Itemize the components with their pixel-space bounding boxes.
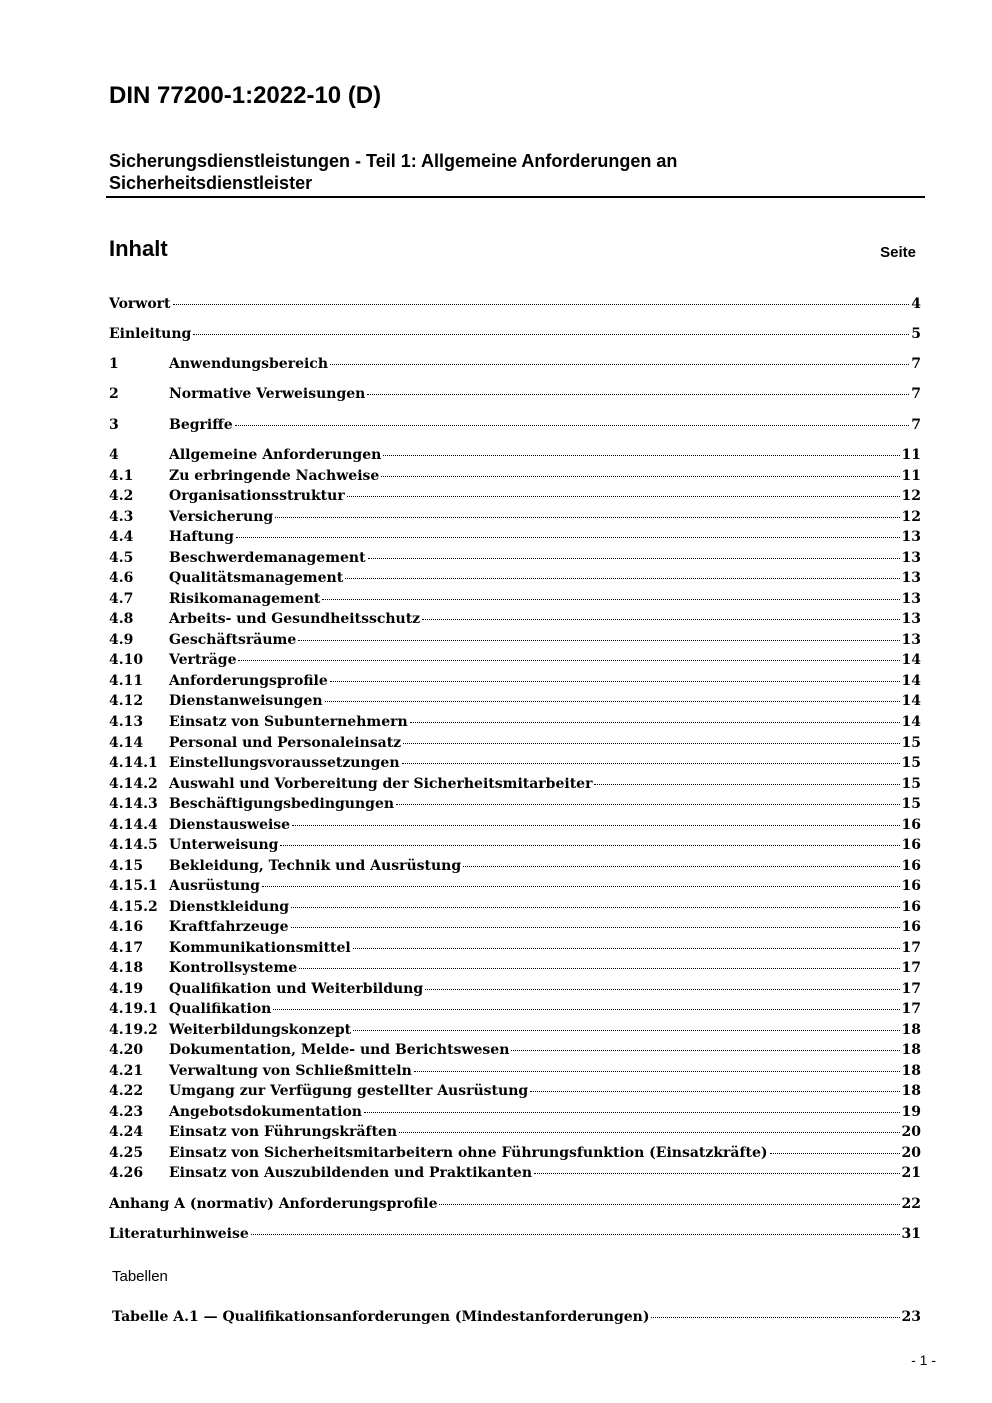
dot-leader [353, 1030, 899, 1031]
toc-entry[interactable] [109, 527, 921, 547]
toc-entry-title: Risikomanagement [169, 591, 321, 607]
toc-entry[interactable] [109, 445, 921, 465]
toc-entry-title: Ausrüstung [169, 878, 260, 894]
toc-entry[interactable] [109, 815, 921, 835]
toc-entry[interactable] [109, 876, 921, 896]
dot-leader [422, 619, 899, 620]
toc-entry-number: 4.16 [109, 919, 144, 935]
toc-entry-page: 17 [901, 960, 921, 976]
toc-entry[interactable] [109, 1061, 921, 1081]
toc-entry-title: Dienstanweisungen [169, 693, 323, 709]
document-subtitle: Sicherungsdienstleistungen - Teil 1: Allgemeine Anforderungen an Sicherheitsdienstleister [109, 151, 678, 193]
toc-entry-title: Begriffe [169, 417, 233, 433]
toc-entry[interactable] [109, 507, 921, 527]
toc-entry-page: 15 [901, 755, 921, 771]
toc-entry[interactable] [109, 589, 921, 609]
toc-entry-title: Geschäftsräume [169, 632, 297, 648]
dot-leader [173, 304, 910, 305]
dot-leader [251, 1234, 900, 1235]
toc-entry[interactable] [109, 1102, 921, 1122]
toc-entry-number: 4.12 [109, 693, 144, 709]
toc-entry-page: 14 [901, 652, 921, 668]
toc-entry-number: 3 [109, 417, 119, 433]
toc-entry[interactable] [109, 1020, 921, 1040]
toc-entry-title: Einsatz von Subunternehmern [169, 714, 408, 730]
toc-entry[interactable] [109, 466, 921, 486]
dot-leader [425, 989, 899, 990]
toc-entry[interactable] [109, 1163, 921, 1183]
toc-entry-page: 15 [901, 776, 921, 792]
toc-entry[interactable] [109, 774, 921, 794]
toc-entry-page: 14 [901, 673, 921, 689]
dot-leader [367, 394, 909, 395]
dot-leader [381, 476, 899, 477]
toc-entry-title: Arbeits- und Gesundheitsschutz [169, 611, 421, 627]
toc-entry[interactable] [109, 568, 921, 588]
toc-entry-page: 13 [901, 570, 921, 586]
toc-entry[interactable] [109, 671, 921, 691]
toc-entry[interactable] [109, 958, 921, 978]
toc-entry[interactable] [109, 354, 921, 374]
toc-entry-title: Beschäftigungsbedingungen [169, 796, 395, 812]
toc-entry[interactable] [109, 1122, 921, 1142]
toc-entry-page: 18 [901, 1022, 921, 1038]
toc-entry-number: 4.7 [109, 591, 134, 607]
dot-leader [236, 537, 900, 538]
toc-entry-page: 17 [901, 981, 921, 997]
toc-entry-number: 4.2 [109, 488, 134, 504]
toc-entry-page: 11 [901, 447, 921, 463]
dot-leader [347, 496, 900, 497]
dot-leader [511, 1050, 899, 1051]
toc-entry[interactable] [109, 1143, 921, 1163]
toc-entry-page: 18 [901, 1063, 921, 1079]
toc-entry-title: Einstellungsvoraussetzungen [169, 755, 400, 771]
toc-entry-number: 4.19.2 [109, 1022, 158, 1038]
toc-entry-number: 4.1 [109, 468, 134, 484]
toc-entry-number: 1 [109, 356, 119, 372]
toc-entry-title: Weiterbildungskonzept [169, 1022, 352, 1038]
toc-entry-title: Personal und Personaleinsatz [169, 735, 402, 751]
document-title: DIN 77200-1:2022-10 (D) [109, 82, 382, 109]
toc-entry-title: Angebotsdokumentation [169, 1104, 362, 1120]
dot-leader [403, 743, 899, 744]
toc-entry-number: 4.13 [109, 714, 144, 730]
toc-entry-page: 16 [901, 817, 921, 833]
dot-leader [353, 948, 900, 949]
dot-leader [364, 1112, 900, 1113]
toc-entry-number: 4.21 [109, 1063, 144, 1079]
toc-entry-title: Tabelle A.1 — Qualifikationsanforderungen (Mindestanforderungen) [112, 1309, 650, 1325]
dot-leader [530, 1091, 899, 1092]
toc-entry[interactable] [109, 415, 921, 435]
dot-leader [414, 1071, 900, 1072]
dot-leader [463, 866, 899, 867]
toc-entry[interactable] [109, 548, 921, 568]
dot-leader [325, 701, 900, 702]
toc-entry-page: 16 [901, 899, 921, 915]
toc-entry-page: 23 [901, 1309, 921, 1325]
toc-entry-title: Anwendungsbereich [169, 356, 328, 372]
toc-entry-page: 16 [901, 858, 921, 874]
toc-entry-number: 4.5 [109, 550, 134, 566]
dot-leader [273, 1009, 899, 1010]
toc-entry-page: 13 [901, 591, 921, 607]
toc-entry-number: 4.8 [109, 611, 134, 627]
toc-entry-page: 20 [901, 1124, 921, 1140]
toc-entry-title: Qualitätsmanagement [169, 570, 344, 586]
toc-entry-number: 4.14 [109, 735, 144, 751]
dot-leader [439, 1204, 899, 1205]
toc-entry-title: Einsatz von Auszubildenden und Praktikanten [169, 1165, 533, 1181]
toc-entry-page: 12 [901, 509, 921, 525]
toc-entry[interactable] [109, 630, 921, 650]
tables-heading: Tabellen [112, 1268, 168, 1285]
dot-leader [534, 1173, 899, 1174]
dot-leader [292, 825, 899, 826]
toc-entry-page: 13 [901, 632, 921, 648]
toc-entry[interactable] [109, 938, 921, 958]
title-divider [106, 196, 925, 198]
toc-entry-page: 31 [901, 1226, 921, 1242]
toc-entry-number: 4.18 [109, 960, 144, 976]
toc-entry[interactable] [109, 733, 921, 753]
dot-leader [594, 784, 899, 785]
toc-entry[interactable] [109, 1194, 921, 1214]
toc-entry-title: Normative Verweisungen [169, 386, 366, 402]
dot-leader [410, 722, 900, 723]
toc-entry[interactable] [109, 609, 921, 629]
toc-entry[interactable] [112, 1307, 921, 1327]
toc-entry-number: 4.11 [109, 673, 144, 689]
toc-entry-page: 14 [901, 714, 921, 730]
toc-entry-page: 17 [901, 940, 921, 956]
toc-entry-page: 22 [901, 1196, 921, 1212]
dot-leader [235, 425, 910, 426]
dot-leader [238, 660, 899, 661]
toc-entry-page: 11 [901, 468, 921, 484]
toc-entry-number: 4.14.1 [109, 755, 158, 771]
dot-leader [280, 845, 899, 846]
toc-entry-page: 13 [901, 529, 921, 545]
dot-leader [298, 640, 899, 641]
dot-leader [291, 907, 899, 908]
toc-entry[interactable] [109, 1224, 921, 1244]
toc-entry-number: 4.4 [109, 529, 134, 545]
toc-entry-title: Dienstkleidung [169, 899, 290, 915]
toc-entry-title: Qualifikation und Weiterbildung [169, 981, 424, 997]
toc-entry-title: Verwaltung von Schließmitteln [169, 1063, 412, 1079]
dot-leader [330, 681, 900, 682]
toc-entry-number: 4.19 [109, 981, 144, 997]
page-number: - 1 - [911, 1352, 936, 1368]
toc-entry[interactable] [109, 979, 921, 999]
toc-entry-page: 19 [901, 1104, 921, 1120]
toc-entry[interactable] [109, 753, 921, 773]
toc-entry[interactable] [109, 712, 921, 732]
toc-entry-title: Kraftfahrzeuge [169, 919, 289, 935]
toc-entry-page: 4 [911, 296, 921, 312]
toc-entry-title: Verträge [169, 652, 237, 668]
toc-entry[interactable] [109, 794, 921, 814]
dot-leader [770, 1153, 900, 1154]
toc-entry-page: 5 [911, 326, 921, 342]
toc-entry[interactable] [109, 917, 921, 937]
toc-entry-number: 4.6 [109, 570, 134, 586]
toc-entry-number: 4.14.3 [109, 796, 158, 812]
toc-entry-number: 4.3 [109, 509, 134, 525]
toc-entry-page: 20 [901, 1145, 921, 1161]
toc-entry-number: 4.15.2 [109, 899, 158, 915]
toc-entry[interactable] [109, 856, 921, 876]
toc-entry-page: 14 [901, 693, 921, 709]
toc-entry[interactable] [109, 650, 921, 670]
toc-entry[interactable] [109, 1040, 921, 1060]
toc-entry-page: 16 [901, 878, 921, 894]
toc-entry-title: Organisationsstruktur [169, 488, 345, 504]
toc-entry-number: 4.23 [109, 1104, 144, 1120]
toc-entry-title: Unterweisung [169, 837, 279, 853]
toc-entry-page: 13 [901, 550, 921, 566]
toc-entry[interactable] [109, 999, 921, 1019]
dot-leader [402, 763, 900, 764]
toc-entry-number: 4.14.4 [109, 817, 158, 833]
toc-entry-title: Zu erbringende Nachweise [169, 468, 380, 484]
toc-heading: Inhalt [109, 236, 168, 261]
toc-entry-number: 4.25 [109, 1145, 144, 1161]
dot-leader [291, 927, 900, 928]
dot-leader [330, 364, 909, 365]
toc-entry-title: Kontrollsysteme [169, 960, 298, 976]
toc-entry-title: Bekleidung, Technik und Ausrüstung [169, 858, 462, 874]
toc-entry-title: Einleitung [109, 326, 192, 342]
toc-entry-page: 7 [911, 386, 921, 402]
toc-entry-title: Beschwerdemanagement [169, 550, 366, 566]
toc-entry-title: Dienstausweise [169, 817, 291, 833]
toc-entry-title: Allgemeine Anforderungen [169, 447, 382, 463]
toc-entry-number: 4.10 [109, 652, 144, 668]
toc-entry-number: 4.19.1 [109, 1001, 158, 1017]
toc-entry-title: Haftung [169, 529, 234, 545]
toc-entry-title: Anforderungsprofile [169, 673, 328, 689]
dot-leader [299, 968, 899, 969]
toc-entry-page: 21 [901, 1165, 921, 1181]
toc-entry-title: Qualifikation [169, 1001, 272, 1017]
toc-entry-title: Dokumentation, Melde- und Berichtswesen [169, 1042, 510, 1058]
toc-entry-title: Versicherung [169, 509, 274, 525]
toc-entry-number: 4.9 [109, 632, 134, 648]
dot-leader [383, 455, 899, 456]
dot-leader [345, 578, 899, 579]
toc-entry-page: 18 [901, 1042, 921, 1058]
toc-entry[interactable] [109, 835, 921, 855]
toc-entry-page: 16 [901, 919, 921, 935]
dot-leader [262, 886, 900, 887]
toc-entry[interactable] [109, 897, 921, 917]
dot-leader [193, 334, 909, 335]
toc-entry-page: 15 [901, 735, 921, 751]
toc-entry-number: 4.14.2 [109, 776, 158, 792]
toc-entry-title: Einsatz von Führungskräften [169, 1124, 398, 1140]
toc-entry-number: 4.14.5 [109, 837, 158, 853]
toc-entry[interactable] [109, 384, 921, 404]
toc-entry-page: 12 [901, 488, 921, 504]
toc-entry-title: Einsatz von Sicherheitsmitarbeitern ohne Führungsfunktion (Einsatzkräfte) [169, 1145, 768, 1161]
toc-entry-number: 4.22 [109, 1083, 144, 1099]
toc-entry-page: 18 [901, 1083, 921, 1099]
toc-entry-number: 2 [109, 386, 119, 402]
toc-entry-page: 15 [901, 796, 921, 812]
toc-entry-page: 7 [911, 356, 921, 372]
toc-entry[interactable] [109, 486, 921, 506]
dot-leader [275, 517, 899, 518]
toc-entry-number: 4.17 [109, 940, 144, 956]
dot-leader [322, 599, 899, 600]
toc-entry-number: 4.15 [109, 858, 144, 874]
dot-leader [651, 1317, 899, 1318]
toc-entry-title: Vorwort [109, 296, 171, 312]
toc-entry-title: Anhang A (normativ) Anforderungsprofile [109, 1196, 438, 1212]
toc-entry-number: 4.20 [109, 1042, 144, 1058]
toc-entry-page: 17 [901, 1001, 921, 1017]
toc-entry-page: 13 [901, 611, 921, 627]
page-column-label: Seite [880, 244, 916, 261]
toc-entry-page: 16 [901, 837, 921, 853]
toc-entry-number: 4.24 [109, 1124, 144, 1140]
toc-entry[interactable] [109, 294, 921, 314]
toc-entry[interactable] [109, 324, 921, 344]
toc-entry[interactable] [109, 1081, 921, 1101]
toc-entry-number: 4 [109, 447, 119, 463]
toc-entry-title: Kommunikationsmittel [169, 940, 351, 956]
toc-entry-number: 4.15.1 [109, 878, 158, 894]
dot-leader [399, 1132, 899, 1133]
toc-entry-title: Literaturhinweise [109, 1226, 249, 1242]
toc-entry-number: 4.26 [109, 1165, 144, 1181]
toc-entry-title: Auswahl und Vorbereitung der Sicherheitsmitarbeiter [169, 776, 593, 792]
dot-leader [396, 804, 899, 805]
toc-entry-title: Umgang zur Verfügung gestellter Ausrüstung [169, 1083, 529, 1099]
toc-entry-page: 7 [911, 417, 921, 433]
dot-leader [368, 558, 900, 559]
toc-entry[interactable] [109, 691, 921, 711]
